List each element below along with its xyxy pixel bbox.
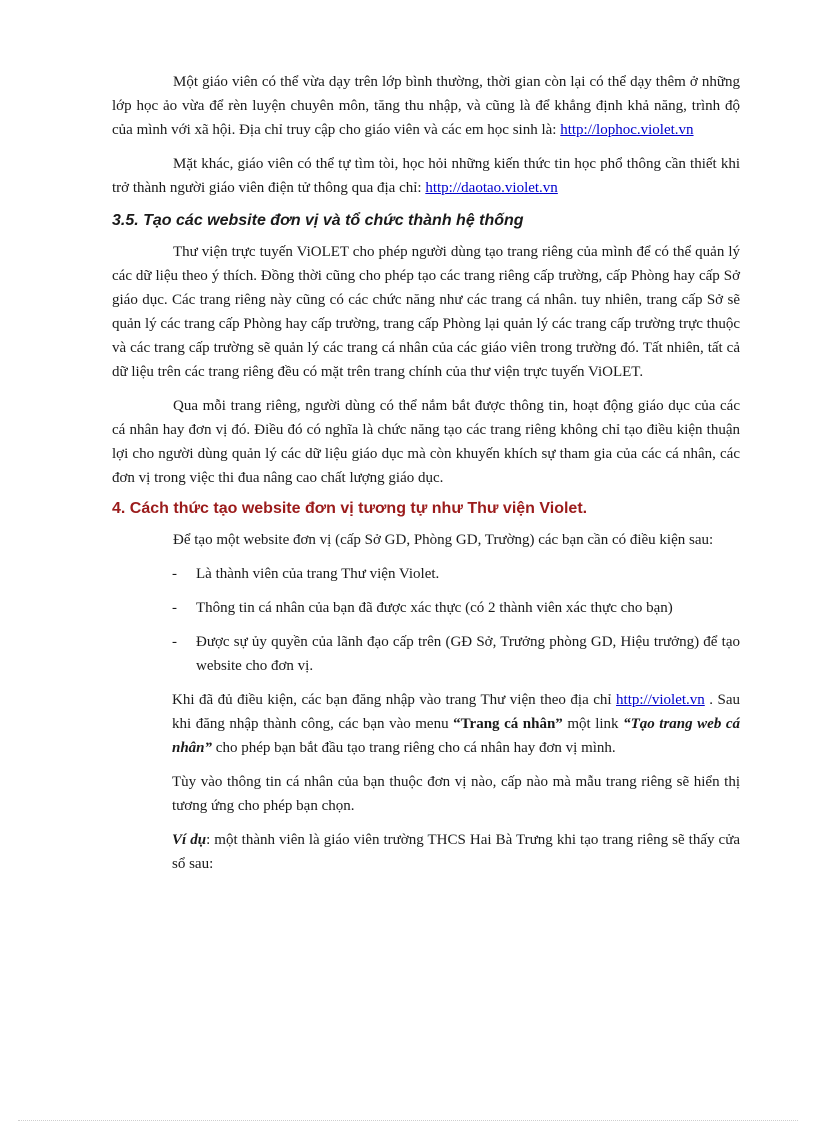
daotao-link[interactable]: http://daotao.violet.vn — [425, 180, 558, 196]
document-body — [112, 70, 740, 886]
paragraph-violet-library: Thư viện trực tuyến ViOLET cho phép người dùng tạo trang riêng của mình để có thể quản lý các dữ liệu theo ý thích. Đồng thời cũng cho phép tạo các trang riêng cấp trường, cấp Phòng hay cấp Sở giáo dục. Các trang riêng này cũng có các chức năng như các trang cá nhân. tuy nhiên, trang cấp Sở sẽ quản lý các trang cấp Phòng hay cấp trường, trang cấp Phòng lại quản lý các trang cấp trường trực thuộc và các trang cấp trường sẽ quản lý các trang cá nhân của các giáo viên trong trường đó. Tất nhiên, tất cả dữ liệu trên các trang riêng đều có mặt trên trang chính của thư viện trực tuyến ViOLET. — [112, 244, 740, 380]
requirements-list — [112, 562, 740, 678]
bullet-dash: - — [172, 634, 177, 650]
list-item: - Là thành viên của trang Thư viện Violet. — [172, 562, 740, 586]
lophoc-link[interactable]: http://lophoc.violet.vn — [560, 122, 694, 138]
paragraph-virtual-classes: Một giáo viên có thể vừa dạy trên lớp bình thường, thời gian còn lại có thể dạy thêm ở những lớp học ảo vừa để rèn luyện chuyên môn, tăng thu nhập, và cũng là để khẳng định khả năng, trình độ của mình với xã hội. Địa chỉ truy cập cho giáo viên và các em học sinh là: http://lophoc.violet.vn — [112, 74, 740, 138]
paragraph-template-selection: Tùy vào thông tin cá nhân của bạn thuộc đơn vị nào, cấp nào mà mẫu trang riêng sẽ hiển thị tương ứng cho phép bạn chọn. — [172, 774, 740, 814]
bullet-dash: - — [172, 600, 177, 616]
example-label: Ví dụ — [172, 832, 207, 848]
bullet-dash: - — [172, 566, 177, 582]
menu-name: “Trang cá nhân” — [453, 716, 563, 732]
paragraph-login-steps: Khi đã đủ điều kiện, các bạn đăng nhập vào trang Thư viện theo địa chỉ http://violet.vn . Sau khi đăng nhập thành công, các bạn vào menu “Trang cá nhân” một link “Tạo trang web cá nhân” cho phép bạn bắt đầu tạo trang riêng cho cá nhân hay đơn vị mình. — [172, 692, 741, 756]
paragraph-personal-pages: Qua mỗi trang riêng, người dùng có thể nắm bắt được thông tin, hoạt động giáo dục của các cá nhân hay đơn vị đó. Điều đó có nghĩa là chức năng tạo các trang riêng không chỉ tạo điều kiện thuận lợi cho người dùng quản lý các dữ liệu giáo dục mà còn khuyến khích sự tham gia của các cá nhân, các đơn vị trong việc thi đua nâng cao chất lượng giáo dục. — [112, 398, 740, 486]
page-bottom-divider — [18, 1120, 798, 1121]
violet-link[interactable]: http://violet.vn — [616, 692, 705, 708]
paragraph-self-study: Mặt khác, giáo viên có thể tự tìm tòi, học hỏi những kiến thức tin học phổ thông cần thiết khi trở thành người giáo viên điện tử thông qua địa chỉ: http://daotao.violet.vn — [112, 156, 740, 196]
list-item: - Được sự ủy quyền của lãnh đạo cấp trên (GĐ Sở, Trưởng phòng GD, Hiệu trưởng) để tạo website cho đơn vị. — [172, 630, 740, 678]
heading-section-3-5: 3.5. Tạo các website đơn vị và tổ chức thành hệ thống — [112, 212, 524, 229]
paragraph-example: Ví dụ: một thành viên là giáo viên trường THCS Hai Bà Trưng khi tạo trang riêng sẽ thấy cửa sổ sau: — [172, 832, 740, 872]
heading-section-4: 4. Cách thức tạo website đơn vị tương tự như Thư viện Violet. — [112, 500, 588, 517]
link-name: “Tạo trang web cá nhân” — [172, 716, 741, 756]
paragraph-requirements: Để tạo một website đơn vị (cấp Sở GD, Phòng GD, Trường) các bạn cần có điều kiện sau: — [173, 532, 714, 548]
list-item: - Thông tin cá nhân của bạn đã được xác thực (có 2 thành viên xác thực cho bạn) — [172, 596, 740, 620]
